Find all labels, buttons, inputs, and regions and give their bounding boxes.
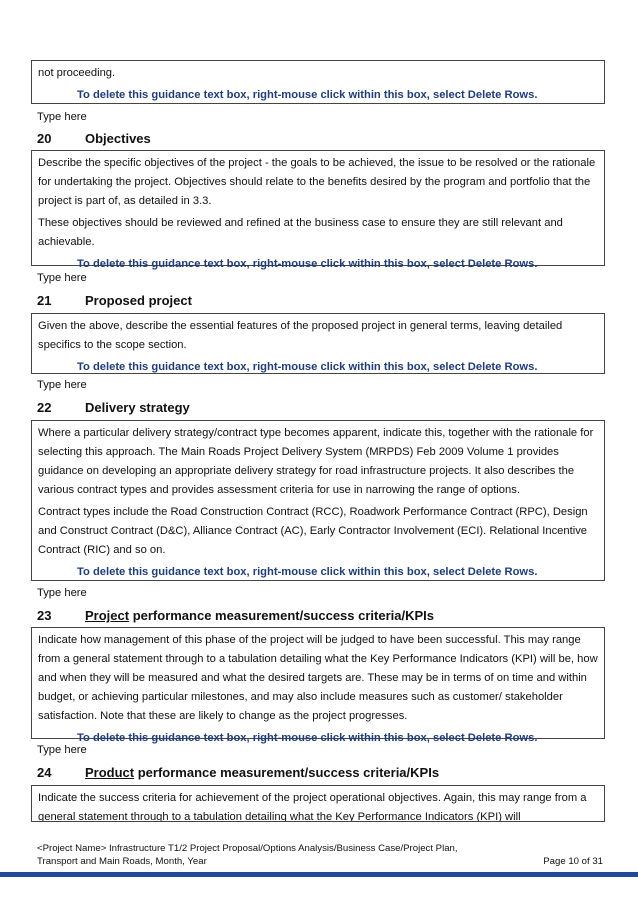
section-title: Objectives [85,131,151,146]
type-here-field[interactable]: Type here [37,587,87,599]
section-number: 21 [37,293,52,308]
guidance-box-objectives[interactable] [31,150,605,270]
guidance-paragraph: These objectives should be reviewed and refined at the business case to ensure they are still relevant and achievable. [38,217,563,248]
section-heading-objectives [37,131,151,147]
section-title-emphasis: Product [85,765,135,780]
footer-organisation-date: Transport and Main Roads, Month, Year [37,856,207,867]
delete-guidance-note: To delete this guidance text box, right-mouse click within this box, select Delete Rows. [77,89,538,101]
section-title: performance measurement/success criteria/KPIs [134,765,440,780]
type-here-field[interactable]: Type here [37,744,87,756]
section-heading-proposed-project [37,293,192,309]
delete-guidance-note: To delete this guidance text box, right-mouse click within this box, select Delete Rows. [77,361,538,373]
type-here-field[interactable]: Type here [37,379,87,391]
section-title: Proposed project [85,293,192,308]
guidance-paragraph: Contract types include the Road Construction Contract (RCC), Roadwork Performance Contract (RPC), Design and Construct Contract (D&C), Alliance Contract (AC), Early Contractor Involvement (ECI). Relational Incentive Contract (RIC) and so on. [38,506,588,556]
guidance-paragraph: Indicate the success criteria for achievement of the project operational objectives. Again, this may range from a general statement through to a tabulation detailing what the Key Performance Indicators (KPI) will [38,792,587,822]
section-title-emphasis: Project [85,608,130,623]
delete-guidance-note: To delete this guidance text box, right-mouse click within this box, select Delete Rows. [77,258,538,270]
section-number: 22 [37,400,52,415]
section-title: Delivery strategy [85,400,190,415]
guidance-paragraph: Describe the specific objectives of the project - the goals to be achieved, the issue to be resolved or the rationale for undertaking the project. Objectives should relate to the benefits desired by the program and portfolio that the project is part of, as detailed in 3.3. [38,157,596,207]
guidance-box-project-performance[interactable] [31,627,605,744]
delete-guidance-note: To delete this guidance text box, right-mouse click within this box, select Delete Rows. [77,732,538,744]
section-number: 23 [37,608,52,623]
guidance-box-product-performance[interactable] [31,785,605,822]
page-footer [37,842,603,868]
guidance-paragraph: Indicate how management of this phase of the project will be judged to have been successful. This may range from a general statement through to a tabulation detailing what the Key Performance Indicators (KPI) will be, how and when they will be measured and what the desired targets are. These may be in terms of on time and within budget, or achieving particular milestones, and may also include measures such as customer/ stakeholder satisfaction. Note that these are likely to change as the project progresses. [38,634,598,722]
section-heading-product-performance [37,765,439,781]
guidance-box-delivery-strategy[interactable] [31,420,605,581]
guidance-paragraph: Where a particular delivery strategy/contract type becomes apparent, indicate this, together with the rationale for selecting this approach. The Main Roads Project Delivery System (MRPDS) Feb 2009 Volume 1 provides guidance on developing an appropriate delivery strategy for road infrastructure projects. It also describes the various contract types and provides assessment criteria for use in narrowing the range of options. [38,427,594,496]
page-number: Page 10 of 31 [543,856,603,867]
footer-document-title: <Project Name> Infrastructure T1/2 Project Proposal/Options Analysis/Business Case/Project Plan, [37,843,458,854]
footer-color-band [0,872,638,877]
guidance-box-continued[interactable] [31,60,605,104]
section-number: 24 [37,765,52,780]
section-heading-project-performance [37,608,434,624]
section-heading-delivery-strategy [37,400,190,416]
section-title: performance measurement/success criteria/KPIs [129,608,435,623]
section-number: 20 [37,131,52,146]
delete-guidance-note: To delete this guidance text box, right-mouse click within this box, select Delete Rows. [77,566,538,578]
guidance-text: not proceeding. [38,67,116,79]
type-here-field[interactable]: Type here [37,272,87,284]
guidance-paragraph: Given the above, describe the essential features of the proposed project in general terms, leaving detailed specifics to the scope section. [38,320,563,351]
type-here-field[interactable]: Type here [37,111,87,123]
guidance-box-proposed-project[interactable] [31,313,605,374]
